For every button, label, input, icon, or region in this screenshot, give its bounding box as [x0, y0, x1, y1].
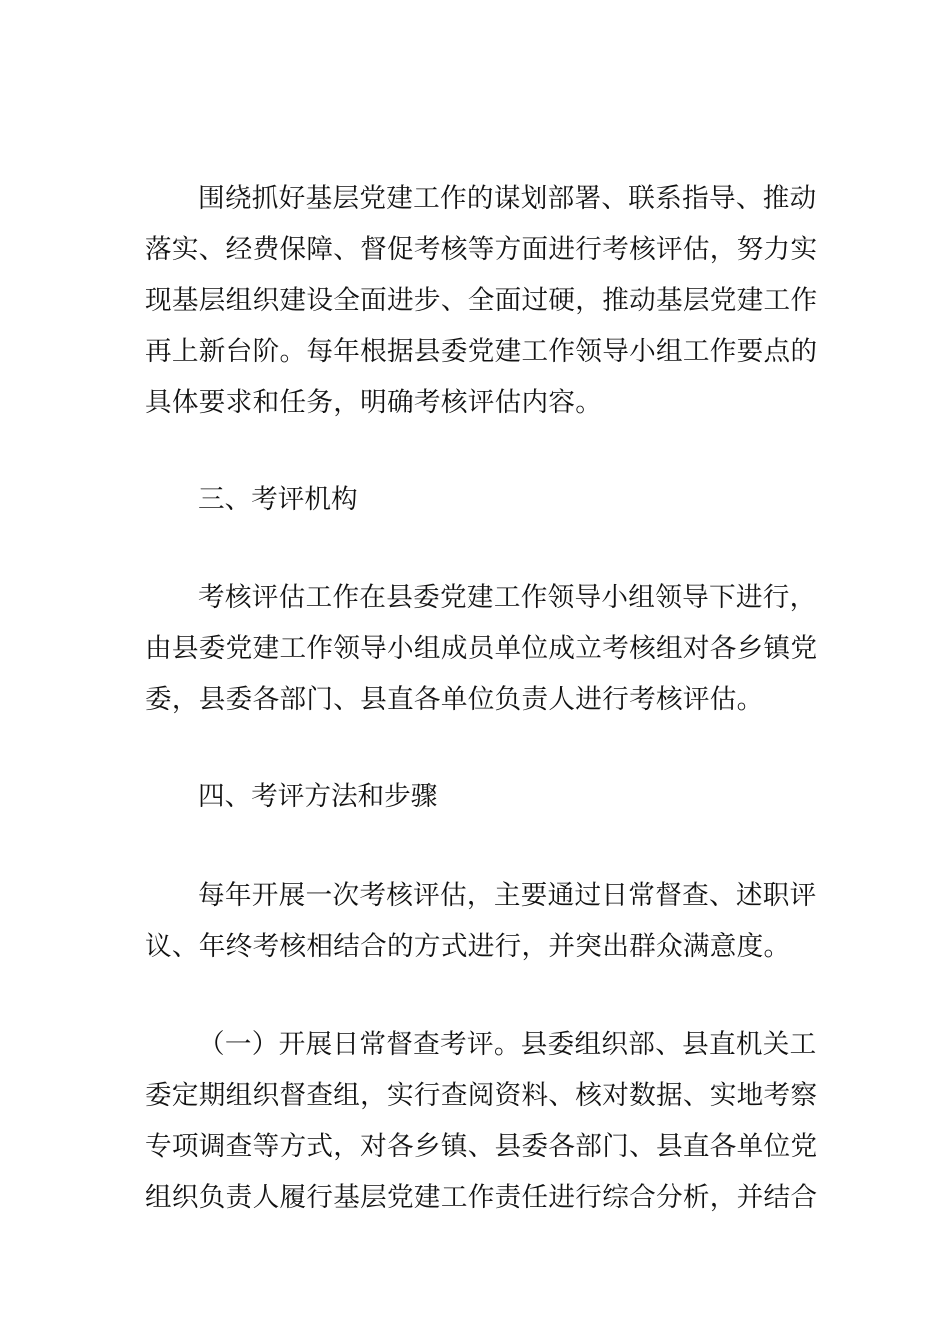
paragraph-daily-inspection [145, 1019, 818, 1223]
paragraph-line: 每年开展一次考核评估，主要通过日常督查、述职评 [198, 880, 817, 911]
section-heading-methods-steps: 四、考评方法和步骤 [198, 781, 438, 812]
section-heading-evaluation-body: 三、考评机构 [198, 484, 358, 515]
paragraph-line: 议、年终考核相结合的方式进行，并突出群众满意度。 [145, 931, 791, 962]
paragraph-line: 委定期组织督查组，实行查阅资料、核对数据、实地考察 [145, 1080, 818, 1111]
paragraph-line: 具体要求和任务，明确考核评估内容。 [145, 387, 603, 418]
paragraph-line: （一）开展日常督查考评。县委组织部、县直机关工 [198, 1029, 817, 1060]
paragraph-line: 考核评估工作在县委党建工作领导小组领导下进行， [198, 582, 817, 613]
paragraph-line: 再上新台阶。每年根据县委党建工作领导小组工作要点的 [145, 336, 818, 367]
paragraph-methods [145, 870, 817, 972]
paragraph-line: 委，县委各部门、县直各单位负责人进行考核评估。 [145, 684, 764, 715]
paragraph-line: 现基层组织建设全面进步、全面过硬，推动基层党建工作 [145, 285, 818, 316]
paragraph-line: 组织负责人履行基层党建工作责任进行综合分析，并结合 [145, 1182, 818, 1213]
paragraph-line: 围绕抓好基层党建工作的谋划部署、联系指导、推动 [198, 183, 817, 214]
paragraph-line: 落实、经费保障、督促考核等方面进行考核评估，努力实 [145, 234, 818, 265]
paragraph-evaluation-body [145, 572, 818, 725]
paragraph-evaluation-scope [145, 173, 818, 428]
paragraph-line: 专项调查等方式，对各乡镇、县委各部门、县直各单位党 [145, 1131, 818, 1162]
paragraph-line: 由县委党建工作领导小组成员单位成立考核组对各乡镇党 [145, 633, 818, 664]
